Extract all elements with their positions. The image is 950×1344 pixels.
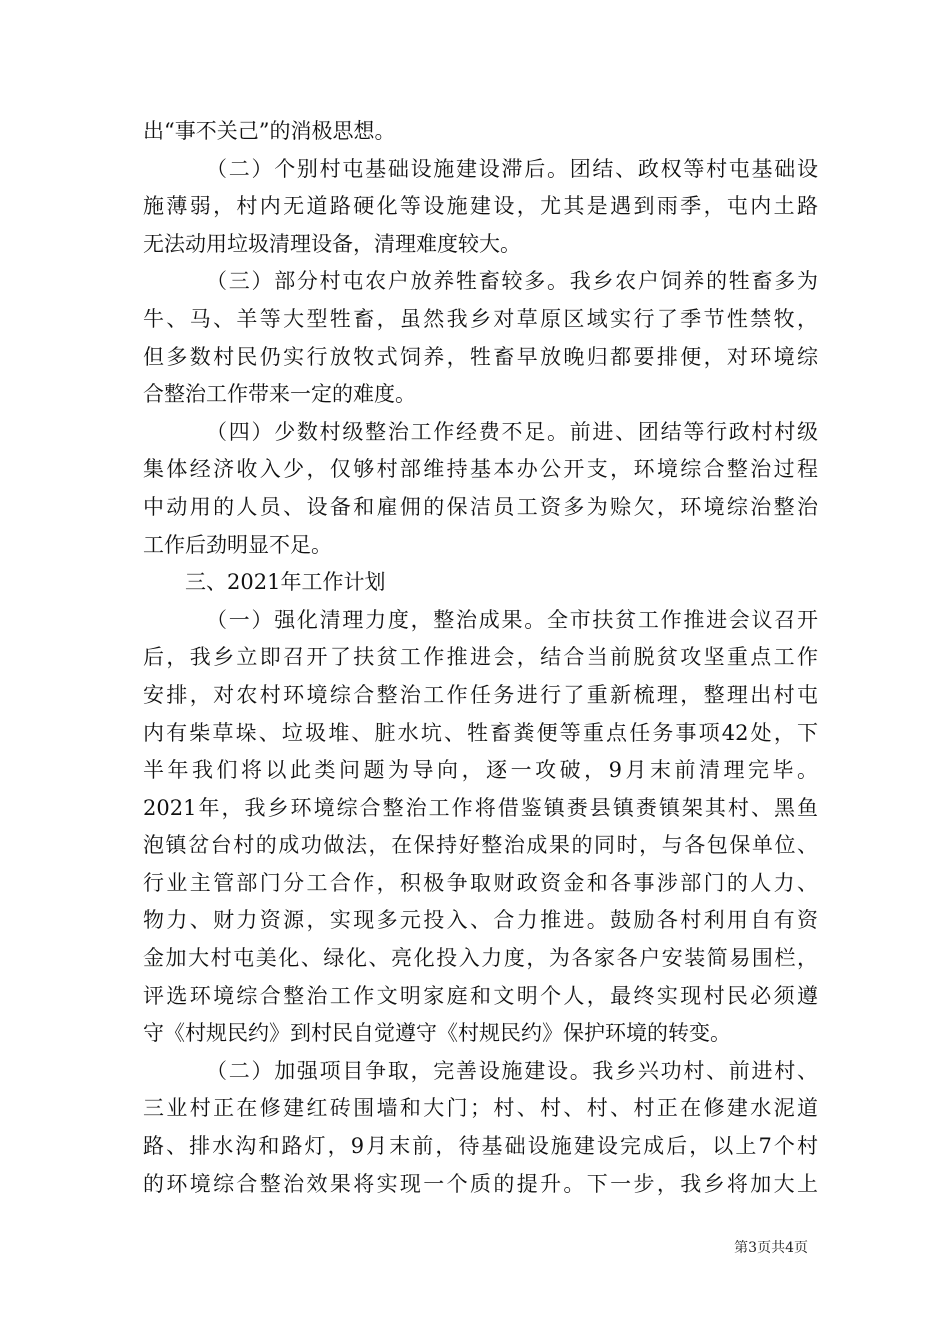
text-line: 中动用的人员、设备和雇佣的保洁员工资多为赊欠，环境综治整治 <box>143 494 818 519</box>
text-line: 施薄弱，村内无道路硬化等设施建设，尤其是遇到雨季，屯内土路 <box>143 194 818 219</box>
text-line: 安排，对农村环境综合整治工作任务进行了重新梳理，整理出村屯 <box>143 682 818 707</box>
text-line: 合整治工作带来一定的难度。 <box>143 382 416 407</box>
text-line: 工作后劲明显不足。 <box>143 532 332 557</box>
text-line: 内有柴草垛、垃圾堆、脏水坑、牲畜粪便等重点任务事项42处，下 <box>143 720 818 745</box>
text-line: 三业村正在修建红砖围墙和大门；村、村、村、村正在修建水泥道 <box>143 1096 818 1121</box>
text-line: 三、2021年工作计划 <box>185 570 386 595</box>
text-line: 路、排水沟和路灯，9月末前，待基础设施建设完成后，以上7个村 <box>143 1134 818 1159</box>
text-line: 半年我们将以此类问题为导向，逐一攻破，9月末前清理完毕。 <box>143 758 818 783</box>
text-line: 物力、财力资源，实现多元投入、合力推进。鼓励各村利用自有资 <box>143 908 818 933</box>
text-line: 金加大村屯美化、绿化、亮化投入力度，为各家各户安装简易围栏， <box>143 946 818 971</box>
text-line: （三）部分村屯农户放养牲畜较多。我乡农户饲养的牲畜多为 <box>206 269 818 294</box>
text-line: （四）少数村级整治工作经费不足。前进、团结等行政村村级 <box>206 419 818 444</box>
text-line: （二）加强项目争取，完善设施建设。我乡兴功村、前进村、 <box>206 1058 818 1083</box>
text-line: 行业主管部门分工合作，积极争取财政资金和各事涉部门的人力、 <box>143 870 818 895</box>
text-line: 出“事不关己”的消极思想。 <box>143 119 396 143</box>
text-line: （一）强化清理力度，整治成果。全市扶贫工作推进会议召开 <box>206 607 818 632</box>
text-line: 泡镇岔台村的成功做法，在保持好整治成果的同时，与各包保单位、 <box>143 833 818 858</box>
text-line: 但多数村民仍实行放牧式饲养，牲畜早放晚归都要排便，对环境综 <box>143 344 818 369</box>
text-line: 评选环境综合整治工作文明家庭和文明个人，最终实现村民必须遵 <box>143 983 818 1008</box>
text-line: 2021年，我乡环境综合整治工作将借鉴镇赉县镇赉镇架其村、黑鱼 <box>143 795 818 820</box>
text-line: 集体经济收入少，仅够村部维持基本办公开支，环境综合整治过程 <box>143 457 818 482</box>
text-line: 的环境综合整治效果将实现一个质的提升。下一步，我乡将加大上 <box>143 1171 818 1196</box>
text-line: 无法动用垃圾清理设备，清理难度较大。 <box>143 231 521 256</box>
text-line: （二）个别村屯基础设施建设滞后。团结、政权等村屯基础设 <box>206 156 818 181</box>
text-line: 守《村规民约》到村民自觉遵守《村规民约》保护环境的转变。 <box>143 1021 731 1046</box>
document-body <box>143 113 818 1203</box>
text-line: 牛、马、羊等大型牲畜，虽然我乡对草原区域实行了季节性禁牧， <box>143 306 818 331</box>
page-footer: 第3页共4页 <box>734 1240 808 1256</box>
text-line: 后，我乡立即召开了扶贫工作推进会，结合当前脱贫攻坚重点工作 <box>143 645 818 670</box>
